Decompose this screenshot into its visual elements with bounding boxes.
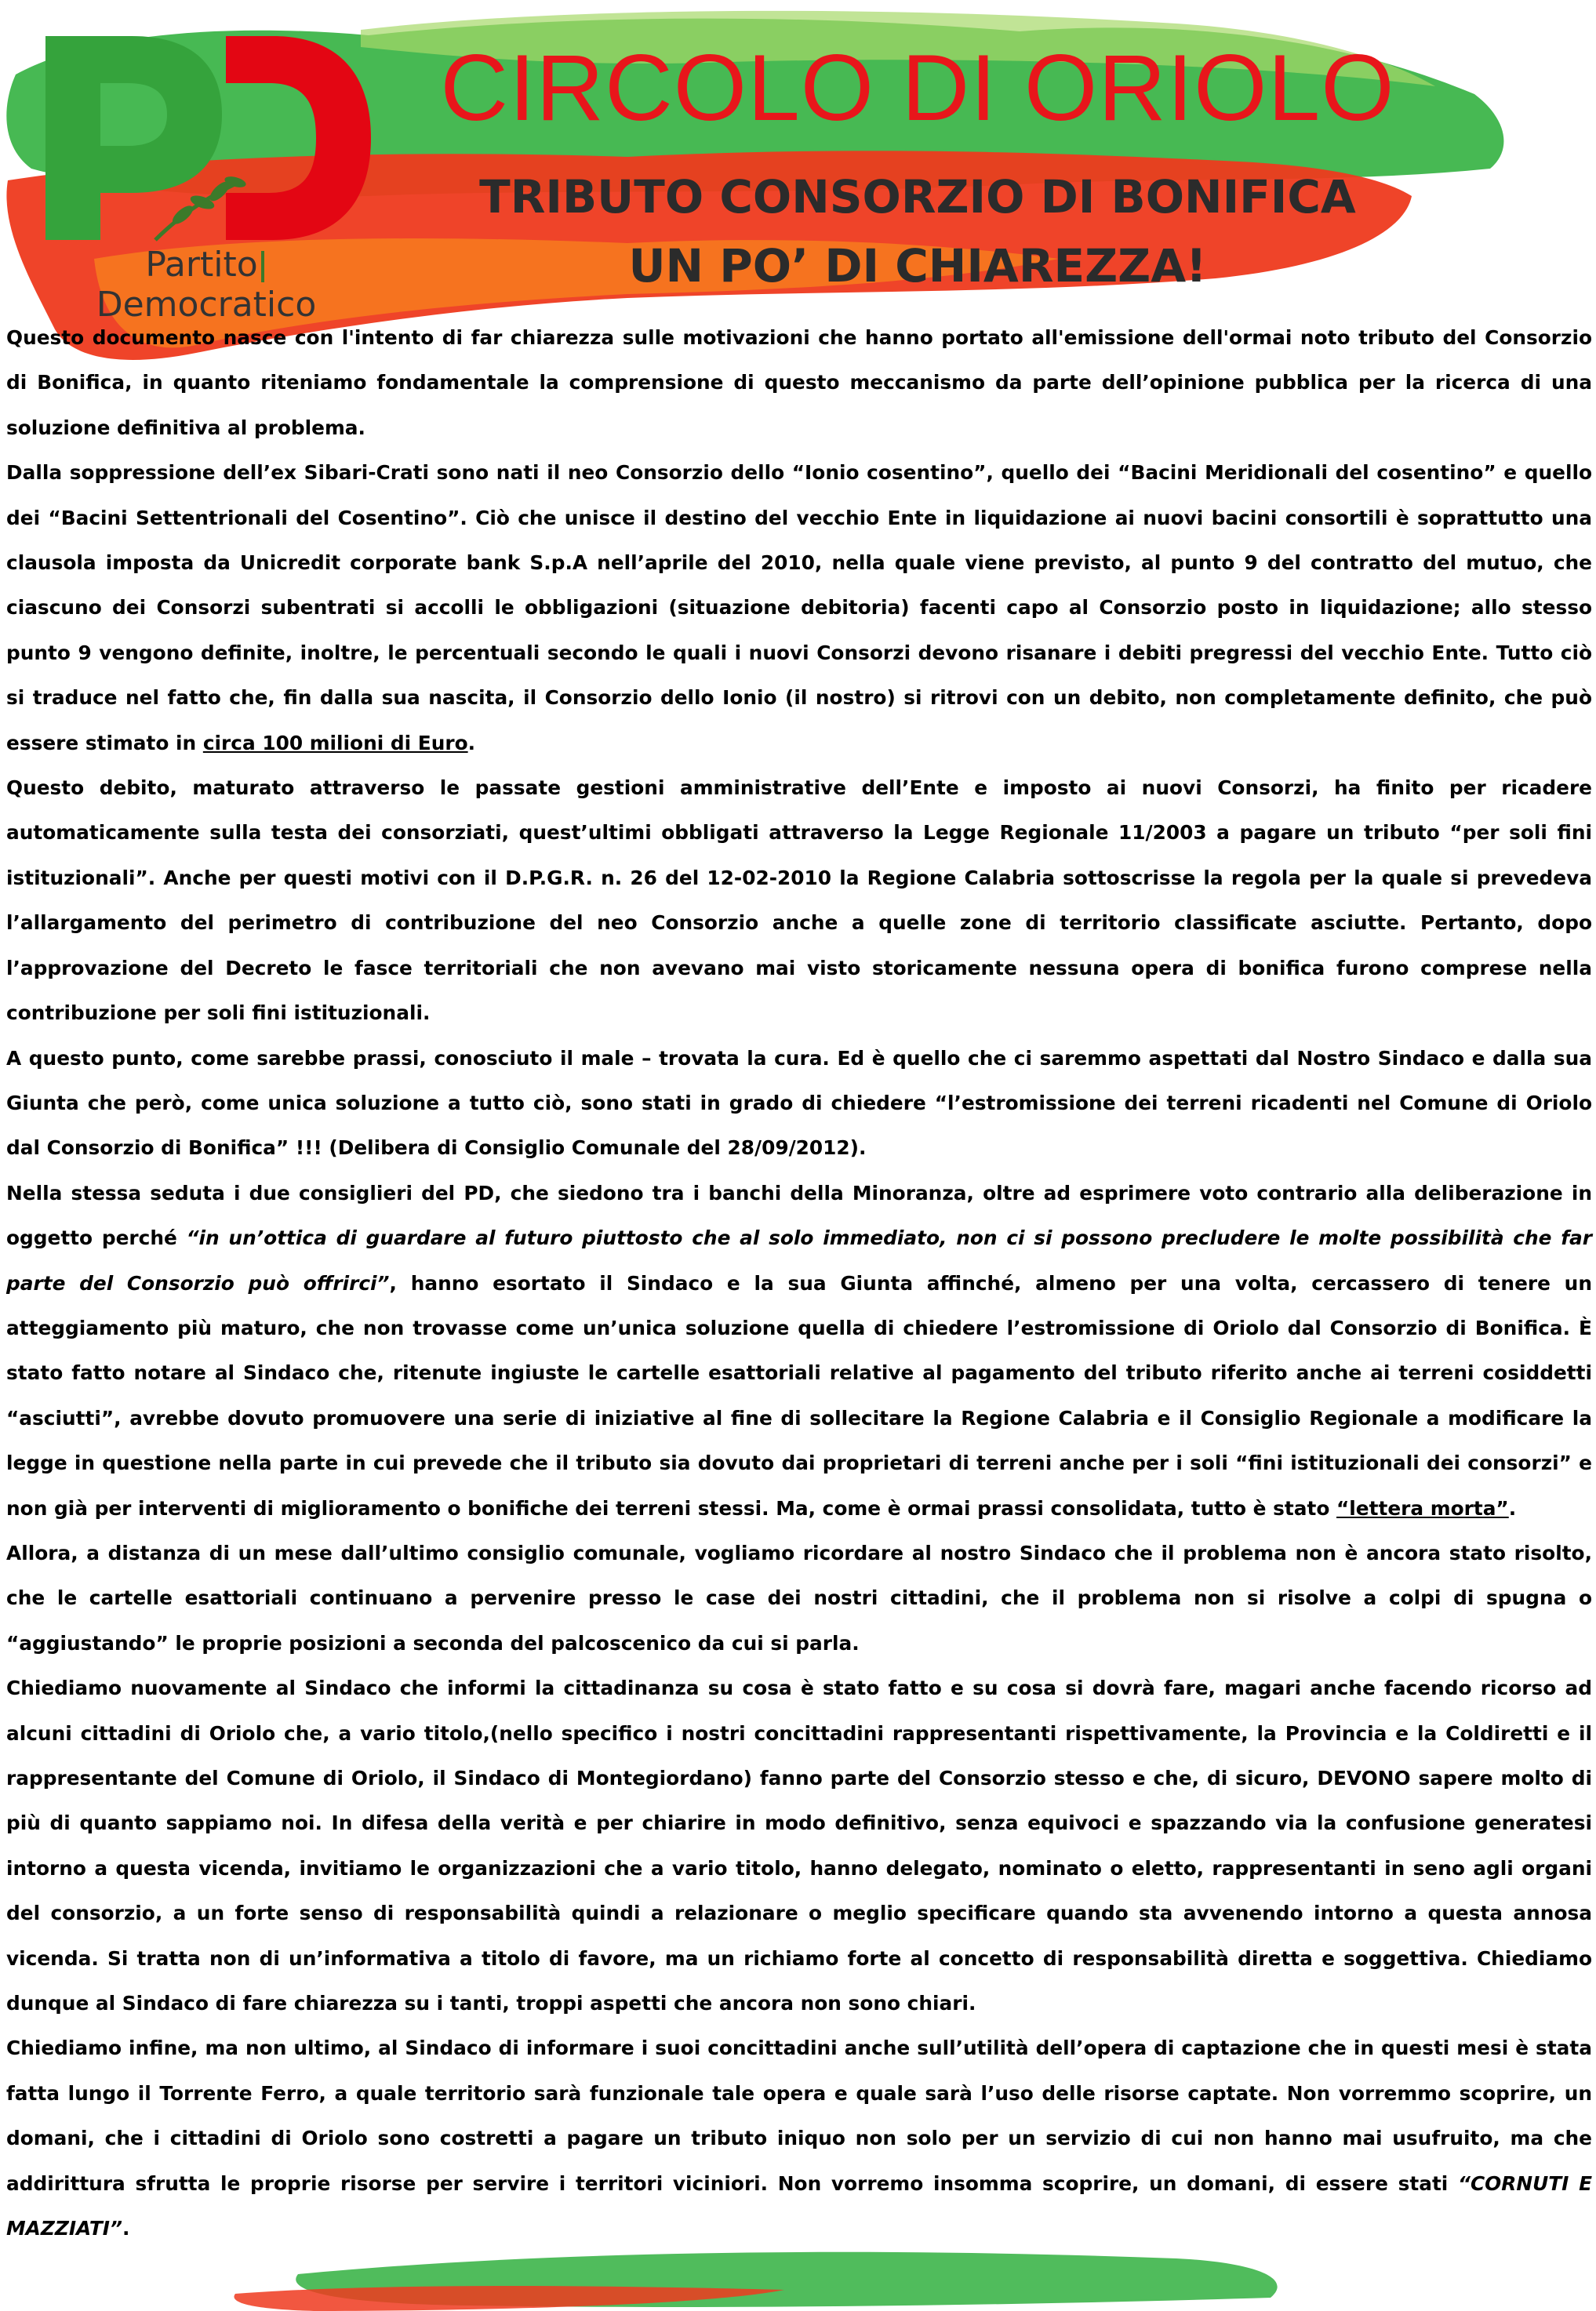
logo-letter-p (45, 36, 222, 240)
footer-brush-background (0, 2243, 1596, 2311)
paragraph-8-end: . (122, 2217, 130, 2240)
subtitle-line-1: TRIBUTO CONSORZIO DI BONIFICA (479, 170, 1356, 223)
paragraph-5-text: Nella stessa seduta i due consiglieri del PD, che siedono tra i banchi della Minoranza, oltre ad esprimere voto contrario alla deliberazione in oggetto perché (6, 1181, 1592, 1250)
paragraph-7: Chiediamo nuovamente al Sindaco che informi la cittadinanza su cosa è stato fatto e su cosa si dovrà fare, magari anche facendo ricorso ad alcuni cittadini di Oriolo che, a vario titolo,(nello specifico i nostri concittadini rappresentanti rispettivamente, la Provincia e la Coldiretti e il rappresentante del Comune di Oriolo, il Sindaco di Montegiordano) fanno parte del Consorzio stesso e che, di sicuro, DEVONO sapere molto di più di quanto sappiamo noi. In difesa della verità e per chiarire in modo definitivo, senza equivoci e spazzando via la confusione generatesi intorno a questa vicenda, invitiamo le organizzazioni che a vario titolo, hanno delegato, nominato o eletto, rappresentanti in seno agli organi del consorzio, a un forte senso di responsabilità quindi a relazionare o meglio specificare quando sta avvenendo intorno a questa annosa vicenda. Si tratta non di un’informativa a titolo di favore, ma un richiamo forte al concetto di responsabilità diretta e soggettiva. Chiediamo dunque al Sindaco di fare chiarezza su i tanti, troppi aspetti che ancora non sono chiari. (6, 1677, 1592, 2015)
paragraph-5-end: . (1508, 1496, 1517, 1520)
paragraph-2 (6, 450, 1592, 765)
paragraph-1: Questo documento nasce con l'intento di far chiarezza sulle motivazioni che hanno portato all'emissione dell'ormai noto tributo del Consorzio di Bonifica, in quanto riteniamo fondamentale la comprensione di questo meccanismo da parte dell’opinione pubblica per la ricerca di una soluzione definitiva al problema. (6, 326, 1592, 439)
page-title: CIRCOLO DI ORIOLO (440, 35, 1395, 140)
logo-caption-right: Democratico (96, 285, 317, 325)
paragraph-5-quote: “in un’ottica di guardare al futuro piuttosto che al solo immediato, non ci si possono precludere le molte possibilità che far parte del Consorzio può offrirci” (6, 1226, 1592, 1295)
paragraph-2-end: . (467, 731, 476, 754)
paragraph-2-text: Dalla soppressione dell’ex Sibari-Crati sono nati il neo Consorzio dello “Ionio cosentino”, quello dei “Bacini Meridionali del cosentino” e quello dei “Bacini Settentrionali del Cosentino”. Ciò che unisce il destino del vecchio Ente in liquidazione ai nuovi bacini consortili è soprattutto una clausola imposta da Unicredit corporate bank S.p.A nell’aprile del 2010, nella quale viene previsto, al punto 9 del contratto del mutuo, che ciascuno dei Consorzi subentrati si accolli le obbligazioni (situazione debitoria) facenti capo al Consorzio posto in liquidazione; allo stesso punto 9 vengono definite, inoltre, le percentuali secondo le quali i nuovi Consorzi devono risanare i debiti pregressi del vecchio Ente. Tutto ciò si traduce nel fatto che, fin dalla sua nascita, il Consorzio dello Ionio (il nostro) si ritrovi con un debito, non completamente definito, che può essere stimato in (6, 461, 1592, 754)
logo-letter-d (226, 36, 371, 240)
logo-caption (38, 245, 375, 325)
paragraph-5-continued: , hanno esortato il Sindaco e la sua Giunta affinché, almeno per una volta, cercassero di tenere un atteggiamento più maturo, che non trovasse come un’unica soluzione quella di chiedere l’estromissione di Oriolo dal Consorzio di Bonifica. È stato fatto notare al Sindaco che, ritenute ingiuste le cartelle esattoriali relative al pagamento del tributo riferito anche ai terreni cosiddetti “asciutti”, avrebbe dovuto promuovere una serie di iniziative al fine di sollecitare la Regione Calabria e il Consiglio Regionale a modificare la legge in questione nella parte in cui prevede che il tributo sia dovuto dai proprietari di terreni anche per i soli “fini istituzionali dei consorzi” e non già per interventi di miglioramento o bonifiche dei terreni stessi. Ma, come è ormai prassi consolidata, tutto è stato (6, 1271, 1592, 1520)
logo-caption-left: Partito (145, 245, 258, 285)
paragraph-5 (6, 1171, 1592, 1531)
closing-phrase: “CORNUTI E MAZZIATI” (6, 2171, 1593, 2240)
subtitle-line-2: UN PO’ DI CHIAREZZA! (628, 239, 1207, 293)
paragraph-3: Questo debito, maturato attraverso le passate gestioni amministrative dell’Ente e imposto ai nuovi Consorzi, ha finito per ricadere automaticamente sulla testa dei consorziati, quest’ultimi obbligati attraverso la Legge Regionale 11/2003 a pagare un tributo “per soli fini istituzionali”. Anche per questi motivi con il D.P.G.R. n. 26 del 12-02-2010 la Regione Calabria sottoscrisse la regola per la quale si prevedeva l’allargamento del perimetro di contribuzione del neo Consorzio anche a quelle zone di territorio classificate asciutte. Pertanto, dopo l’approvazione del Decreto le fasce territoriali che non avevano mai visto storicamente nessuna opera di bonifica furono comprese nella contribuzione per soli fini istituzionali. (6, 776, 1592, 1025)
article-body (6, 315, 1592, 2251)
paragraph-8 (6, 2026, 1592, 2251)
dead-letter-underlined: “lettera morta” (1336, 1496, 1509, 1520)
debt-amount-underlined: circa 100 milioni di Euro (202, 731, 468, 754)
pd-logo-mark (38, 28, 375, 248)
paragraph-4: A questo punto, come sarebbe prassi, conosciuto il male – trovata la cura. Ed è quello che ci saremmo aspettati dal Nostro Sindaco e dalla sua Giunta che però, come unica soluzione a tutto ciò, sono stati in grado di chiedere “l’estromissione dei terreni ricadenti nel Comune di Oriolo dal Consorzio di Bonifica” !!! (Delibera di Consiglio Comunale del 28/09/2012). (6, 1046, 1592, 1160)
paragraph-8-text: Chiediamo infine, ma non ultimo, al Sindaco di informare i suoi concittadini anche sull’utilità dell’opera di captazione che in questi mesi è stata fatta lungo il Torrente Ferro, a quale territorio sarà funzionale tale opera e quale sarà l’uso delle risorse captate. Non vorremmo scoprire, un domani, che i cittadini di Oriolo sono costretti a pagare un tributo iniquo non solo per un servizio di cui non hanno mai usufruito, ma che addirittura sfrutta le proprie risorse per servire i territori viciniori. Non vorremo insomma scoprire, un domani, di essere stati (6, 2037, 1592, 2195)
paragraph-6: Allora, a distanza di un mese dall’ultimo consiglio comunale, vogliamo ricordare al nostro Sindaco che il problema non è ancora stato risolto, che le cartelle esattoriali continuano a pervenire presso le case dei nostri cittadini, che il problema non si risolve a colpi di spugna o “aggiustando” le proprie posizioni a seconda del palcoscenico da cui si parla. (6, 1541, 1592, 1655)
footer-red-stroke (234, 2286, 784, 2311)
pd-logo (38, 28, 375, 325)
